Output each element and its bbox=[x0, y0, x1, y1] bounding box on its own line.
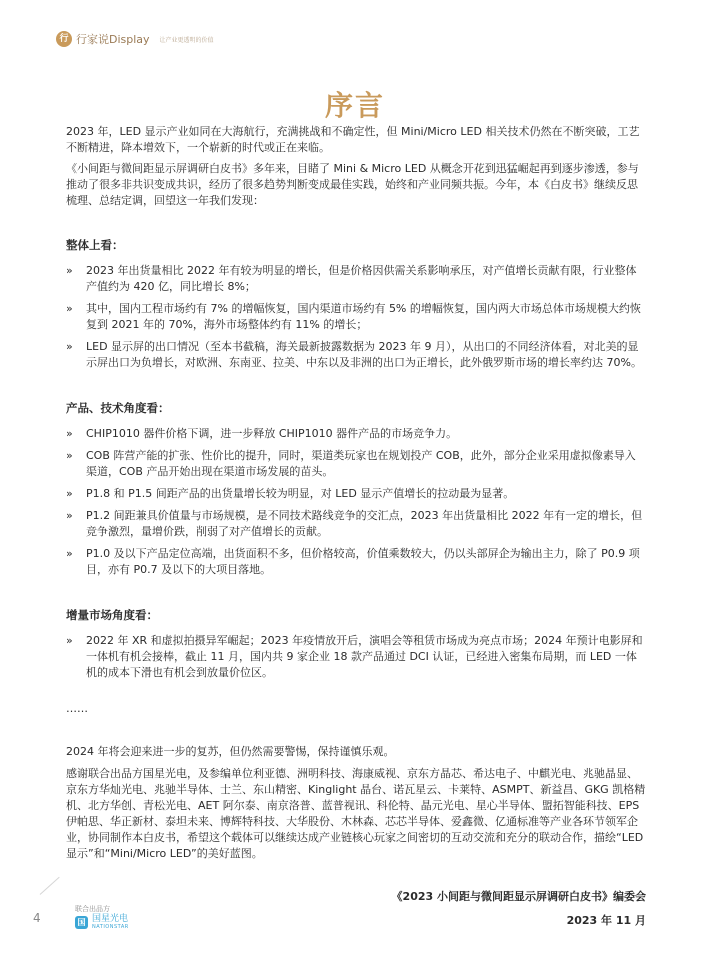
section-heading-market: 增量市场角度看： bbox=[66, 608, 158, 622]
bullet-icon: » bbox=[66, 264, 73, 277]
list-item: » 其中，国内工程市场约有 7% 的增幅恢复，国内渠道市场约有 5% 的增幅恢复，国内两大市场总体市场规模大约恢复到 2021 年的 70%，海外市场整体约有 11% 的增长； bbox=[66, 302, 641, 331]
overall-list bbox=[66, 263, 646, 371]
market-list bbox=[66, 633, 646, 681]
brand-slogan: 让产业更透明的价值 bbox=[159, 36, 214, 44]
bullet-icon: » bbox=[66, 547, 73, 560]
partner-name-en: NATIONSTAR bbox=[92, 924, 129, 930]
footer-divider bbox=[40, 877, 60, 895]
partner-logo-icon: 国 bbox=[75, 916, 88, 929]
thanks-paragraph: 感谢联合出品方国星光电，及参编单位利亚德、洲明科技、海康威视、京东方晶芯、希达电子、中麒光电、兆驰晶显、京东方华灿光电、兆驰半导体、士兰、东山精密、Kinglight 晶台、诺瓦星云、卡莱特、ASMPT、新益昌、GKG 凯格精机、北方华创、青松光电、AET 阿尔泰、南京洛普、蓝普视讯、科伦特、晶元光电、星心半导体、盟拓智能科技、EPS 伊帕思、华正新材、泰坦未来、博辉特科技、大华股份、木林森、芯芯半导体、爱鑫微、亿通标准等产业各环节领军企业，协同制作本白皮书，希望这个载体可以继续达成产业链核心玩家之间密切的互动交流和充分的联动合作，描绘“LED 显示”和“Mini/Micro LED”的美好蓝图。 bbox=[66, 767, 646, 860]
brand-logo-icon: 行 bbox=[56, 31, 72, 47]
bullet-icon: » bbox=[66, 449, 73, 462]
partner-logo bbox=[75, 914, 129, 930]
outlook-paragraph: 2024 年将会迎来进一步的复苏，但仍然需要警惕，保持谨慎乐观。 bbox=[66, 745, 395, 758]
partner-name: 国星光电 bbox=[92, 914, 129, 924]
page-header bbox=[56, 30, 214, 48]
page-title: 序言 bbox=[324, 89, 385, 122]
intro-paragraph: 2023 年，LED 显示产业如同在大海航行，充满挑战和不确定性，但 Mini/Micro LED 相关技术仍然在不断突破，工艺不断精进，降本增效下，一个崭新的时代或正在来临。 bbox=[66, 125, 640, 154]
list-item: » 2023 年出货量相比 2022 年有较为明显的增长，但是价格因供需关系影响承压，对产值增长贡献有限，行业整体产值约为 420 亿，同比增长 8%； bbox=[66, 264, 637, 293]
product-list bbox=[66, 426, 646, 578]
list-item: » CHIP1010 器件价格下调，进一步释放 CHIP1010 器件产品的市场竞争力。 bbox=[66, 427, 458, 440]
list-item: » COB 阵营产能的扩张、性价比的提升，同时，渠道类玩家也在规划投产 COB，此外，部分企业采用虚拟像素导入渠道，COB 产品开始出现在渠道市场发展的苗头。 bbox=[66, 449, 636, 478]
bullet-icon: » bbox=[66, 634, 73, 647]
bullet-icon: » bbox=[66, 487, 73, 500]
whitepaper-paragraph: 《小间距与微间距显示屏调研白皮书》多年来，目睹了 Mini & Micro LED 从概念开花到迅猛崛起再到逐步渗透，参与推动了很多非共识变成共识，经历了很多趋势判断变成最佳实践，始终和产业同频共振。今年，本《白皮书》继续反思梳理、总结定调，回望这一年我们发现： bbox=[66, 162, 639, 207]
section-heading-overall: 整体上看： bbox=[66, 238, 124, 252]
bullet-icon: » bbox=[66, 427, 73, 440]
list-item: » P1.0 及以下产品定位高端，出货面积不多，但价格较高，价值乘数较大，仍以头部屏企为输出主力，除了 P0.9 项目，亦有 P0.7 及以下的大项目落地。 bbox=[66, 547, 640, 576]
bullet-icon: » bbox=[66, 302, 73, 315]
brand-name: 行家说Display bbox=[76, 33, 150, 46]
footer-label: 联合出品方 bbox=[75, 905, 110, 913]
bullet-icon: » bbox=[66, 340, 73, 353]
list-item: » LED 显示屏的出口情况（至本书截稿，海关最新披露数据为 2023 年 9 月），从出口的不同经济体看，对北美的显示屏出口为负增长，对欧洲、东南亚、拉美、中东以及非洲的出口为正增长，此外俄罗斯市场的增长率约达 70%。 bbox=[66, 340, 642, 369]
preface-content bbox=[66, 124, 646, 929]
ellipsis: …… bbox=[66, 702, 88, 715]
signature-committee: 《2023 小间距与微间距显示屏调研白皮书》编委会 bbox=[391, 890, 646, 903]
signature-date: 2023 年 11 月 bbox=[566, 914, 646, 927]
list-item: » P1.8 和 P1.5 间距产品的出货量增长较为明显，对 LED 显示产值增长的拉动最为显著。 bbox=[66, 487, 515, 500]
bullet-icon: » bbox=[66, 509, 73, 522]
section-heading-product: 产品、技术角度看： bbox=[66, 401, 170, 415]
list-item: » P1.2 间距兼具价值量与市场规模，是不同技术路线竞争的交汇点，2023 年出货量相比 2022 年有一定的增长，但竞争激烈，量增价跌，削弱了对产值增长的贡献。 bbox=[66, 509, 643, 538]
page-number: 4 bbox=[33, 911, 41, 925]
list-item: » 2022 年 XR 和虚拟拍摄异军崛起；2023 年疫情放开后，演唱会等租赁市场成为亮点市场；2024 年预计电影屏和一体机有机会接棒，截止 11 月，国内共 9 家企业 18 款产品通过 DCI 认证，已经进入密集布局期，而 LED 一体机的成本下滑也有机会到放量价位区。 bbox=[66, 634, 643, 679]
